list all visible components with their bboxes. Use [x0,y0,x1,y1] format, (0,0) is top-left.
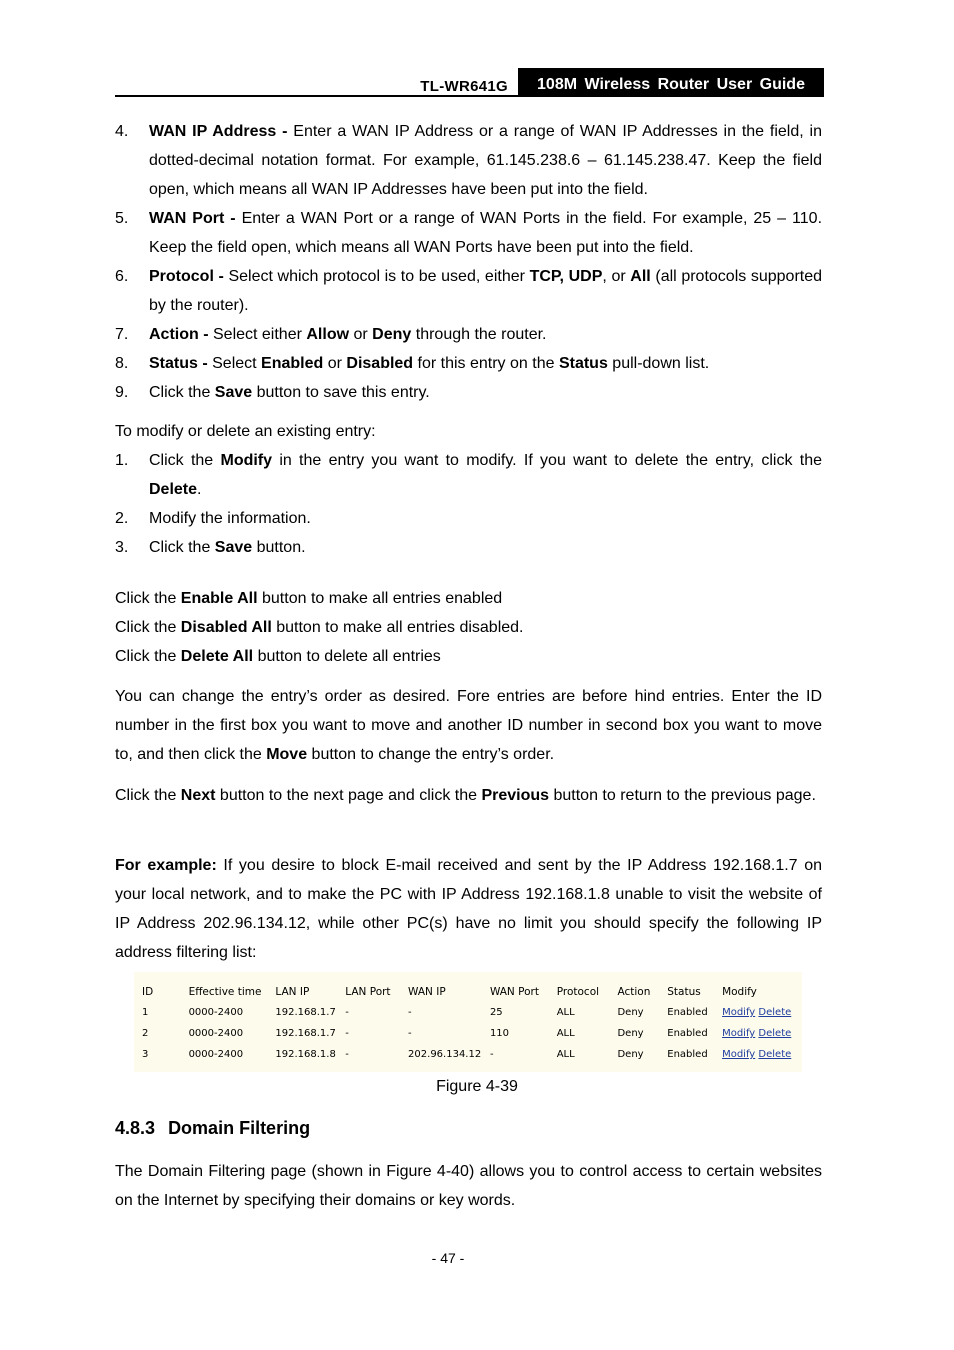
para-text: button to return to the previous page. [549,787,816,804]
para-text: Click the [115,787,181,804]
list-item [115,446,822,504]
item-number: 8. [115,355,129,372]
table-row [142,1044,802,1065]
item-number: 5. [115,210,129,227]
cell-action: Deny [617,1049,644,1060]
col-header: LAN Port [345,985,391,998]
cell-time: 0000-2400 [188,1028,244,1039]
cell-id: 2 [142,1028,149,1039]
item-text: through the router. [411,326,547,343]
line-bold: Enable All [180,590,258,607]
cell-protocol: ALL [556,1007,575,1018]
col-header: WAN IP [408,985,446,998]
para-bold: Previous [481,787,550,804]
cell-time: 0000-2400 [188,1049,244,1060]
list-item [115,533,822,562]
item-bold: Disabled [346,355,414,372]
list-item [115,204,822,262]
list-item [115,378,822,407]
item-bold: Allow [306,326,350,343]
next-paragraph [115,781,822,810]
para-bold: Move [266,746,308,763]
table-header-row [142,981,802,1002]
section-heading [115,1118,310,1139]
line-text: Click the [115,619,181,636]
para-text: button to the next page and click the [215,787,482,804]
table-row [142,1002,802,1023]
item-text: Modify the information. [149,510,311,527]
item-label: Status - [149,355,208,372]
list-item [115,349,822,378]
item-number: 1. [115,452,129,469]
col-header: Effective time [188,985,262,998]
section-paragraph: The Domain Filtering page (shown in Figure 4-40) allows you to control access to certain websites on the Internet by specifying their domains or key words. [115,1163,822,1209]
item-text: in the entry you want to modify. If you want to delete the entry, click the [272,452,823,469]
item-text: Click the [149,384,215,401]
line-text: button to delete all entries [253,648,441,665]
cell-wan-port: 25 [489,1007,503,1018]
ip-filter-table [142,981,802,1065]
cell-modify [722,1023,802,1044]
section-number: 4.8.3 [115,1118,156,1138]
item-text: Click the [149,539,215,556]
line-bold: Delete All [180,648,254,665]
modify-link[interactable]: Modify [722,1049,756,1060]
item-bold: Status [558,355,608,372]
cell-lan-ip: 192.168.1.7 [275,1007,336,1018]
cell-protocol: ALL [556,1049,575,1060]
item-text: Enter a WAN IP Address or a range of WAN IP Addresses in the field, in dotted-decimal notation format. For example, 61.145.238.6 – 61.145.238.47. Keep the field open, which means all WAN IP Addresses have been put into the field. [149,123,823,198]
cell-wan-ip: - [408,1007,412,1018]
header-title: 108M Wireless Router User Guide [518,68,824,97]
cell-wan-ip: 202.96.134.12 [408,1049,482,1060]
cell-id: 3 [142,1049,149,1060]
cell-protocol: ALL [556,1028,575,1039]
cell-time: 0000-2400 [188,1007,244,1018]
cell-id: 1 [142,1007,149,1018]
col-header: Status [667,985,701,998]
item-bold: Deny [372,326,412,343]
list-item [115,117,822,204]
item-bold: All [630,268,651,285]
item-bold: Delete [149,481,198,498]
delete-link[interactable]: Delete [758,1049,792,1060]
list-item [115,320,822,349]
item-text: Enter a WAN Port or a range of WAN Ports in the field. For example, 25 – 110. Keep the field open, which means all WAN Ports have been put into the field. [149,210,823,256]
table-row [142,1023,802,1044]
col-header: LAN IP [275,985,310,998]
modify-link[interactable]: Modify [722,1028,756,1039]
item-text: (all protocols supported by the router). [149,268,823,314]
item-bold: Modify [220,452,273,469]
cell-action: Deny [617,1007,644,1018]
item-text: Select [207,355,262,372]
line-text: button to make all entries disabled. [271,619,524,636]
cell-status: Enabled [667,1028,708,1039]
item-text: button. [252,539,306,556]
modify-intro: To modify or delete an existing entry: [115,423,376,440]
header-model: TL-WR641G [420,78,508,95]
modify-section [115,417,822,562]
item-label: WAN IP Address - [149,123,288,140]
header-rule [115,95,518,97]
para-bold: For example: [115,857,217,874]
item-text: Select which protocol is to be used, either [223,268,530,285]
col-header: Protocol [556,985,600,998]
col-header: ID [142,985,154,998]
steps-list [115,117,822,407]
item-text: Click the [149,452,221,469]
col-header: Modify [722,985,757,998]
text-line [115,642,822,671]
para-text: If you desire to block E-mail received and sent by the IP Address 192.168.1.7 on your local network, and to make the PC with IP Address 192.168.1.8 unable to visit the website of IP Address 202.96.134.12, while other PC(s) have no limit you should specify the following IP address filtering list: [115,857,822,961]
item-text: Select either [208,326,307,343]
click-lines [115,584,822,671]
modify-link[interactable]: Modify [722,1007,756,1018]
item-bold: TCP, UDP [529,268,603,285]
text-line [115,584,822,613]
item-number: 3. [115,539,129,556]
item-text: . [197,481,202,498]
item-text: or [349,326,373,343]
item-label: WAN Port - [149,210,236,227]
item-label: Protocol - [149,268,224,285]
cell-modify [722,1002,802,1023]
cell-status: Enabled [667,1049,708,1060]
line-text: Click the [115,590,181,607]
col-header: WAN Port [489,985,539,998]
item-bold: Save [214,539,253,556]
item-number: 4. [115,123,129,140]
page-header [115,68,824,97]
item-number: 7. [115,326,129,343]
item-number: 9. [115,384,129,401]
item-text: or [323,355,347,372]
cell-lan-port: - [345,1028,349,1039]
para-text: button to change the entry’s order. [307,746,555,763]
cell-lan-ip: 192.168.1.8 [275,1049,336,1060]
cell-lan-port: - [345,1007,349,1018]
line-text: Click the [115,648,181,665]
list-item [115,504,822,533]
cell-wan-port: 110 [489,1028,510,1039]
cell-wan-port: - [489,1049,494,1060]
item-number: 6. [115,268,129,285]
cell-wan-ip: - [408,1028,412,1039]
order-paragraph [115,682,822,769]
ip-filter-figure [134,972,802,1072]
page-number: - 47 - [431,1250,465,1266]
example-paragraph [115,851,822,967]
delete-link[interactable]: Delete [758,1028,792,1039]
list-item [115,262,822,320]
item-number: 2. [115,510,129,527]
item-text: , or [602,268,631,285]
cell-lan-ip: 192.168.1.7 [275,1028,336,1039]
text-line [115,613,822,642]
item-bold: Save [214,384,253,401]
para-bold: Next [180,787,216,804]
line-bold: Disabled All [180,619,272,636]
cell-status: Enabled [667,1007,708,1018]
col-header: Action [617,985,651,998]
item-bold: Enabled [261,355,324,372]
cell-modify [722,1044,802,1065]
cell-lan-port: - [345,1049,349,1060]
item-label: Action - [149,326,209,343]
item-text: pull-down list. [607,355,710,372]
item-text: button to save this entry. [252,384,430,401]
cell-action: Deny [617,1028,644,1039]
para-text: You can change the entry’s order as desired. Fore entries are before hind entries. Enter the ID number in the first box you want to move and another ID number in second box you want to move to, and then click the [115,688,822,763]
item-text: for this entry on the [413,355,559,372]
delete-link[interactable]: Delete [758,1007,792,1018]
section-title: Domain Filtering [168,1118,311,1138]
figure-caption: Figure 4-39 [436,1078,518,1095]
line-text: button to make all entries enabled [257,590,503,607]
